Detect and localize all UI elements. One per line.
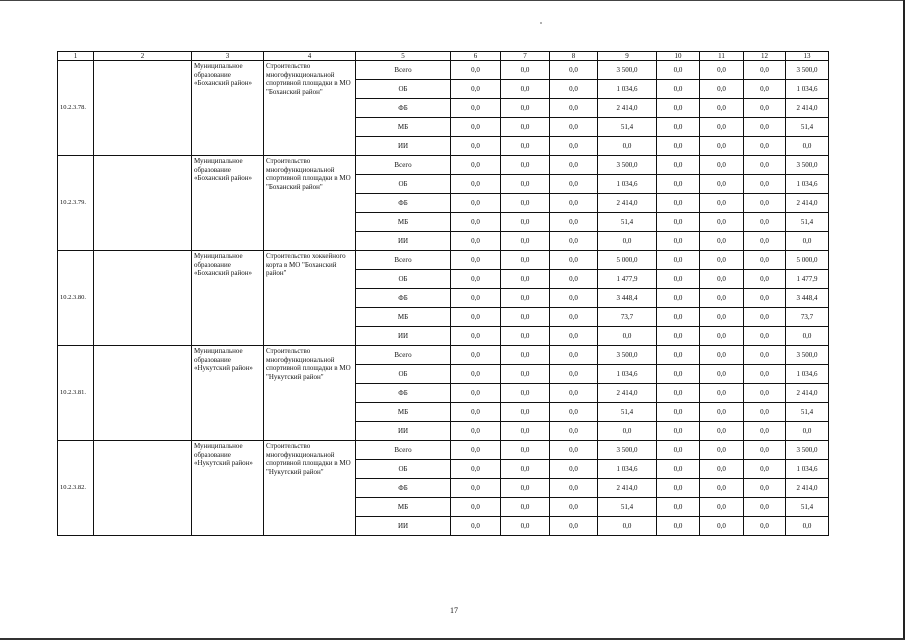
amount-cell: 2 414,0 [598, 384, 657, 403]
empty-column-cell [94, 61, 192, 156]
amount-cell: 0,0 [657, 118, 700, 137]
amount-cell: 0,0 [744, 270, 786, 289]
scan-speck [540, 22, 542, 24]
amount-cell: 3 448,4 [598, 289, 657, 308]
amount-cell: 0,0 [744, 327, 786, 346]
project-description-cell: Строительство многофункциональной спортивной площадки в МО "Нукутский район" [264, 346, 356, 441]
amount-cell: 0,0 [700, 498, 744, 517]
column-number-cell: 13 [786, 52, 829, 61]
amount-cell: 0,0 [744, 289, 786, 308]
amount-cell: 0,0 [700, 422, 744, 441]
amount-cell: 0,0 [501, 118, 550, 137]
amount-cell: 3 500,0 [786, 61, 829, 80]
amount-cell: 0,0 [700, 118, 744, 137]
funding-source-cell: МБ [356, 213, 451, 232]
amount-cell: 0,0 [744, 61, 786, 80]
amount-cell: 0,0 [657, 365, 700, 384]
amount-cell: 0,0 [451, 346, 501, 365]
amount-cell: 0,0 [657, 327, 700, 346]
amount-cell: 0,0 [657, 251, 700, 270]
amount-cell: 0,0 [700, 175, 744, 194]
amount-cell: 0,0 [451, 289, 501, 308]
amount-cell: 0,0 [744, 194, 786, 213]
amount-cell: 2 414,0 [786, 479, 829, 498]
amount-cell: 1 034,6 [786, 365, 829, 384]
amount-cell: 0,0 [501, 232, 550, 251]
amount-cell: 2 414,0 [598, 479, 657, 498]
amount-cell: 0,0 [451, 137, 501, 156]
amount-cell: 0,0 [550, 156, 598, 175]
column-number-cell: 3 [192, 52, 264, 61]
funding-source-cell: МБ [356, 118, 451, 137]
amount-cell: 0,0 [501, 327, 550, 346]
amount-cell: 0,0 [744, 517, 786, 536]
funding-source-cell: ОБ [356, 270, 451, 289]
amount-cell: 0,0 [550, 308, 598, 327]
amount-cell: 0,0 [657, 80, 700, 99]
funding-source-cell: ИИ [356, 422, 451, 441]
amount-cell: 0,0 [550, 137, 598, 156]
amount-cell: 0,0 [501, 498, 550, 517]
column-number-cell: 8 [550, 52, 598, 61]
organization-cell: Муниципальное образование «Боханский район» [192, 156, 264, 251]
funding-source-cell: Всего [356, 156, 451, 175]
funding-source-cell: ФБ [356, 194, 451, 213]
amount-cell: 0,0 [550, 441, 598, 460]
amount-cell: 1 034,6 [598, 175, 657, 194]
amount-cell: 2 414,0 [598, 99, 657, 118]
amount-cell: 0,0 [451, 422, 501, 441]
empty-column-cell [94, 346, 192, 441]
amount-cell: 0,0 [501, 156, 550, 175]
amount-cell: 3 500,0 [786, 346, 829, 365]
amount-cell: 0,0 [786, 517, 829, 536]
amount-cell: 0,0 [657, 156, 700, 175]
amount-cell: 0,0 [451, 194, 501, 213]
amount-cell: 2 414,0 [786, 99, 829, 118]
amount-cell: 0,0 [451, 213, 501, 232]
table-row [58, 251, 829, 270]
amount-cell: 0,0 [550, 194, 598, 213]
amount-cell: 0,0 [657, 460, 700, 479]
amount-cell: 0,0 [550, 479, 598, 498]
amount-cell: 0,0 [744, 80, 786, 99]
amount-cell: 0,0 [786, 327, 829, 346]
funding-source-cell: ФБ [356, 99, 451, 118]
amount-cell: 0,0 [550, 346, 598, 365]
amount-cell: 1 034,6 [598, 460, 657, 479]
amount-cell: 0,0 [501, 479, 550, 498]
funding-source-cell: ИИ [356, 137, 451, 156]
amount-cell: 3 448,4 [786, 289, 829, 308]
amount-cell: 0,0 [451, 80, 501, 99]
item-code-cell: 10.2.3.81. [58, 346, 94, 441]
amount-cell: 0,0 [501, 403, 550, 422]
amount-cell: 2 414,0 [786, 384, 829, 403]
amount-cell: 2 414,0 [598, 194, 657, 213]
budget-table [57, 51, 829, 536]
item-code-cell: 10.2.3.82. [58, 441, 94, 536]
project-description-cell: Строительство многофункциональной спортивной площадки в МО "Боханский район" [264, 61, 356, 156]
column-number-row [58, 52, 829, 61]
amount-cell: 0,0 [700, 346, 744, 365]
column-number-cell: 7 [501, 52, 550, 61]
amount-cell: 0,0 [744, 308, 786, 327]
amount-cell: 0,0 [451, 99, 501, 118]
amount-cell: 51,4 [598, 118, 657, 137]
amount-cell: 0,0 [451, 517, 501, 536]
amount-cell: 0,0 [657, 441, 700, 460]
amount-cell: 0,0 [657, 270, 700, 289]
empty-column-cell [94, 441, 192, 536]
amount-cell: 0,0 [744, 422, 786, 441]
amount-cell: 1 034,6 [786, 175, 829, 194]
amount-cell: 0,0 [657, 289, 700, 308]
amount-cell: 0,0 [657, 213, 700, 232]
amount-cell: 0,0 [501, 137, 550, 156]
amount-cell: 0,0 [657, 137, 700, 156]
amount-cell: 73,7 [598, 308, 657, 327]
amount-cell: 0,0 [744, 460, 786, 479]
amount-cell: 0,0 [700, 251, 744, 270]
amount-cell: 0,0 [657, 422, 700, 441]
amount-cell: 0,0 [700, 137, 744, 156]
amount-cell: 0,0 [744, 137, 786, 156]
amount-cell: 1 477,9 [786, 270, 829, 289]
amount-cell: 0,0 [700, 441, 744, 460]
amount-cell: 0,0 [657, 346, 700, 365]
funding-source-cell: МБ [356, 403, 451, 422]
amount-cell: 0,0 [451, 498, 501, 517]
funding-source-cell: Всего [356, 61, 451, 80]
amount-cell: 0,0 [501, 80, 550, 99]
column-number-cell: 6 [451, 52, 501, 61]
amount-cell: 0,0 [744, 403, 786, 422]
amount-cell: 0,0 [451, 61, 501, 80]
amount-cell: 0,0 [700, 365, 744, 384]
amount-cell: 0,0 [501, 99, 550, 118]
amount-cell: 3 500,0 [598, 346, 657, 365]
amount-cell: 0,0 [501, 61, 550, 80]
amount-cell: 0,0 [451, 327, 501, 346]
amount-cell: 0,0 [700, 213, 744, 232]
amount-cell: 0,0 [451, 270, 501, 289]
amount-cell: 0,0 [451, 251, 501, 270]
amount-cell: 0,0 [700, 156, 744, 175]
amount-cell: 0,0 [501, 422, 550, 441]
amount-cell: 0,0 [501, 441, 550, 460]
amount-cell: 0,0 [744, 156, 786, 175]
amount-cell: 0,0 [786, 137, 829, 156]
amount-cell: 0,0 [700, 99, 744, 118]
amount-cell: 0,0 [744, 251, 786, 270]
amount-cell: 0,0 [657, 232, 700, 251]
amount-cell: 0,0 [501, 251, 550, 270]
amount-cell: 51,4 [598, 403, 657, 422]
funding-source-cell: МБ [356, 498, 451, 517]
funding-source-cell: ИИ [356, 517, 451, 536]
amount-cell: 1 034,6 [598, 365, 657, 384]
amount-cell: 0,0 [657, 498, 700, 517]
amount-cell: 0,0 [451, 308, 501, 327]
amount-cell: 0,0 [744, 384, 786, 403]
amount-cell: 0,0 [786, 232, 829, 251]
amount-cell: 0,0 [700, 270, 744, 289]
amount-cell: 0,0 [700, 80, 744, 99]
funding-source-cell: МБ [356, 308, 451, 327]
funding-source-cell: ФБ [356, 479, 451, 498]
amount-cell: 0,0 [657, 194, 700, 213]
amount-cell: 0,0 [550, 232, 598, 251]
amount-cell: 0,0 [550, 213, 598, 232]
amount-cell: 0,0 [501, 384, 550, 403]
amount-cell: 1 034,6 [786, 80, 829, 99]
amount-cell: 0,0 [700, 232, 744, 251]
amount-cell: 0,0 [451, 118, 501, 137]
amount-cell: 0,0 [501, 517, 550, 536]
amount-cell: 3 500,0 [598, 61, 657, 80]
project-description-cell: Строительство многофункциональной спортивной площадки в МО "Боханский район" [264, 156, 356, 251]
amount-cell: 0,0 [451, 232, 501, 251]
page-number: 17 [450, 606, 458, 615]
amount-cell: 1 034,6 [786, 460, 829, 479]
amount-cell: 0,0 [550, 384, 598, 403]
amount-cell: 0,0 [700, 289, 744, 308]
amount-cell: 0,0 [700, 327, 744, 346]
amount-cell: 0,0 [744, 441, 786, 460]
amount-cell: 0,0 [657, 403, 700, 422]
amount-cell: 0,0 [501, 346, 550, 365]
amount-cell: 0,0 [451, 175, 501, 194]
amount-cell: 3 500,0 [786, 156, 829, 175]
table-row [58, 441, 829, 460]
column-number-cell: 10 [657, 52, 700, 61]
amount-cell: 0,0 [700, 384, 744, 403]
amount-cell: 0,0 [657, 479, 700, 498]
column-number-cell: 4 [264, 52, 356, 61]
amount-cell: 0,0 [550, 80, 598, 99]
amount-cell: 0,0 [550, 403, 598, 422]
item-code-cell: 10.2.3.79. [58, 156, 94, 251]
amount-cell: 51,4 [786, 498, 829, 517]
amount-cell: 0,0 [657, 517, 700, 536]
funding-source-cell: Всего [356, 441, 451, 460]
amount-cell: 0,0 [501, 213, 550, 232]
amount-cell: 0,0 [744, 99, 786, 118]
table-row [58, 346, 829, 365]
amount-cell: 1 477,9 [598, 270, 657, 289]
amount-cell: 0,0 [700, 308, 744, 327]
funding-source-cell: ОБ [356, 365, 451, 384]
funding-source-cell: ОБ [356, 175, 451, 194]
amount-cell: 5 000,0 [786, 251, 829, 270]
amount-cell: 0,0 [700, 460, 744, 479]
amount-cell: 0,0 [598, 232, 657, 251]
amount-cell: 0,0 [700, 517, 744, 536]
funding-source-cell: ИИ [356, 232, 451, 251]
amount-cell: 0,0 [744, 479, 786, 498]
amount-cell: 0,0 [700, 403, 744, 422]
amount-cell: 0,0 [501, 460, 550, 479]
amount-cell: 0,0 [550, 289, 598, 308]
funding-source-cell: ИИ [356, 327, 451, 346]
amount-cell: 0,0 [550, 61, 598, 80]
amount-cell: 5 000,0 [598, 251, 657, 270]
amount-cell: 0,0 [501, 289, 550, 308]
amount-cell: 0,0 [657, 61, 700, 80]
column-number-cell: 2 [94, 52, 192, 61]
amount-cell: 0,0 [501, 308, 550, 327]
amount-cell: 0,0 [550, 460, 598, 479]
funding-source-cell: ОБ [356, 460, 451, 479]
funding-source-cell: ФБ [356, 384, 451, 403]
amount-cell: 0,0 [744, 213, 786, 232]
funding-source-cell: ОБ [356, 80, 451, 99]
amount-cell: 0,0 [598, 137, 657, 156]
amount-cell: 51,4 [786, 403, 829, 422]
amount-cell: 51,4 [598, 213, 657, 232]
amount-cell: 0,0 [657, 175, 700, 194]
amount-cell: 0,0 [550, 365, 598, 384]
project-description-cell: Строительство многофункциональной спортивной площадки в МО "Нукутский район" [264, 441, 356, 536]
table-row [58, 61, 829, 80]
amount-cell: 0,0 [744, 365, 786, 384]
amount-cell: 0,0 [550, 251, 598, 270]
amount-cell: 0,0 [744, 346, 786, 365]
funding-source-cell: ФБ [356, 289, 451, 308]
amount-cell: 0,0 [550, 327, 598, 346]
amount-cell: 0,0 [700, 61, 744, 80]
amount-cell: 3 500,0 [598, 156, 657, 175]
amount-cell: 1 034,6 [598, 80, 657, 99]
amount-cell: 0,0 [598, 517, 657, 536]
amount-cell: 0,0 [744, 118, 786, 137]
funding-source-cell: Всего [356, 346, 451, 365]
amount-cell: 0,0 [657, 384, 700, 403]
amount-cell: 0,0 [550, 99, 598, 118]
table-row [58, 156, 829, 175]
amount-cell: 0,0 [451, 156, 501, 175]
amount-cell: 0,0 [786, 422, 829, 441]
amount-cell: 0,0 [451, 365, 501, 384]
organization-cell: Муниципальное образование «Нукутский район» [192, 346, 264, 441]
amount-cell: 0,0 [451, 384, 501, 403]
amount-cell: 0,0 [700, 194, 744, 213]
amount-cell: 0,0 [550, 118, 598, 137]
organization-cell: Муниципальное образование «Боханский район» [192, 61, 264, 156]
amount-cell: 51,4 [598, 498, 657, 517]
amount-cell: 73,7 [786, 308, 829, 327]
column-number-cell: 11 [700, 52, 744, 61]
amount-cell: 3 500,0 [786, 441, 829, 460]
amount-cell: 0,0 [744, 498, 786, 517]
amount-cell: 0,0 [501, 194, 550, 213]
amount-cell: 51,4 [786, 213, 829, 232]
amount-cell: 0,0 [451, 441, 501, 460]
empty-column-cell [94, 156, 192, 251]
amount-cell: 0,0 [598, 327, 657, 346]
amount-cell: 0,0 [598, 422, 657, 441]
funding-source-cell: Всего [356, 251, 451, 270]
amount-cell: 0,0 [501, 365, 550, 384]
amount-cell: 0,0 [550, 422, 598, 441]
amount-cell: 0,0 [657, 308, 700, 327]
amount-cell: 0,0 [550, 498, 598, 517]
organization-cell: Муниципальное образование «Боханский район» [192, 251, 264, 346]
amount-cell: 0,0 [657, 99, 700, 118]
amount-cell: 0,0 [700, 479, 744, 498]
amount-cell: 0,0 [744, 232, 786, 251]
empty-column-cell [94, 251, 192, 346]
amount-cell: 3 500,0 [598, 441, 657, 460]
amount-cell: 0,0 [550, 270, 598, 289]
column-number-cell: 5 [356, 52, 451, 61]
amount-cell: 0,0 [451, 403, 501, 422]
amount-cell: 0,0 [501, 175, 550, 194]
project-description-cell: Строительство хоккейного корта в МО "Боханский район" [264, 251, 356, 346]
table-body [58, 52, 829, 536]
amount-cell: 0,0 [451, 479, 501, 498]
column-number-cell: 9 [598, 52, 657, 61]
item-code-cell: 10.2.3.80. [58, 251, 94, 346]
amount-cell: 0,0 [550, 175, 598, 194]
column-number-cell: 12 [744, 52, 786, 61]
column-number-cell: 1 [58, 52, 94, 61]
item-code-cell: 10.2.3.78. [58, 61, 94, 156]
amount-cell: 0,0 [451, 460, 501, 479]
amount-cell: 51,4 [786, 118, 829, 137]
amount-cell: 0,0 [744, 175, 786, 194]
organization-cell: Муниципальное образование «Нукутский район» [192, 441, 264, 536]
amount-cell: 0,0 [501, 270, 550, 289]
amount-cell: 0,0 [550, 517, 598, 536]
amount-cell: 2 414,0 [786, 194, 829, 213]
